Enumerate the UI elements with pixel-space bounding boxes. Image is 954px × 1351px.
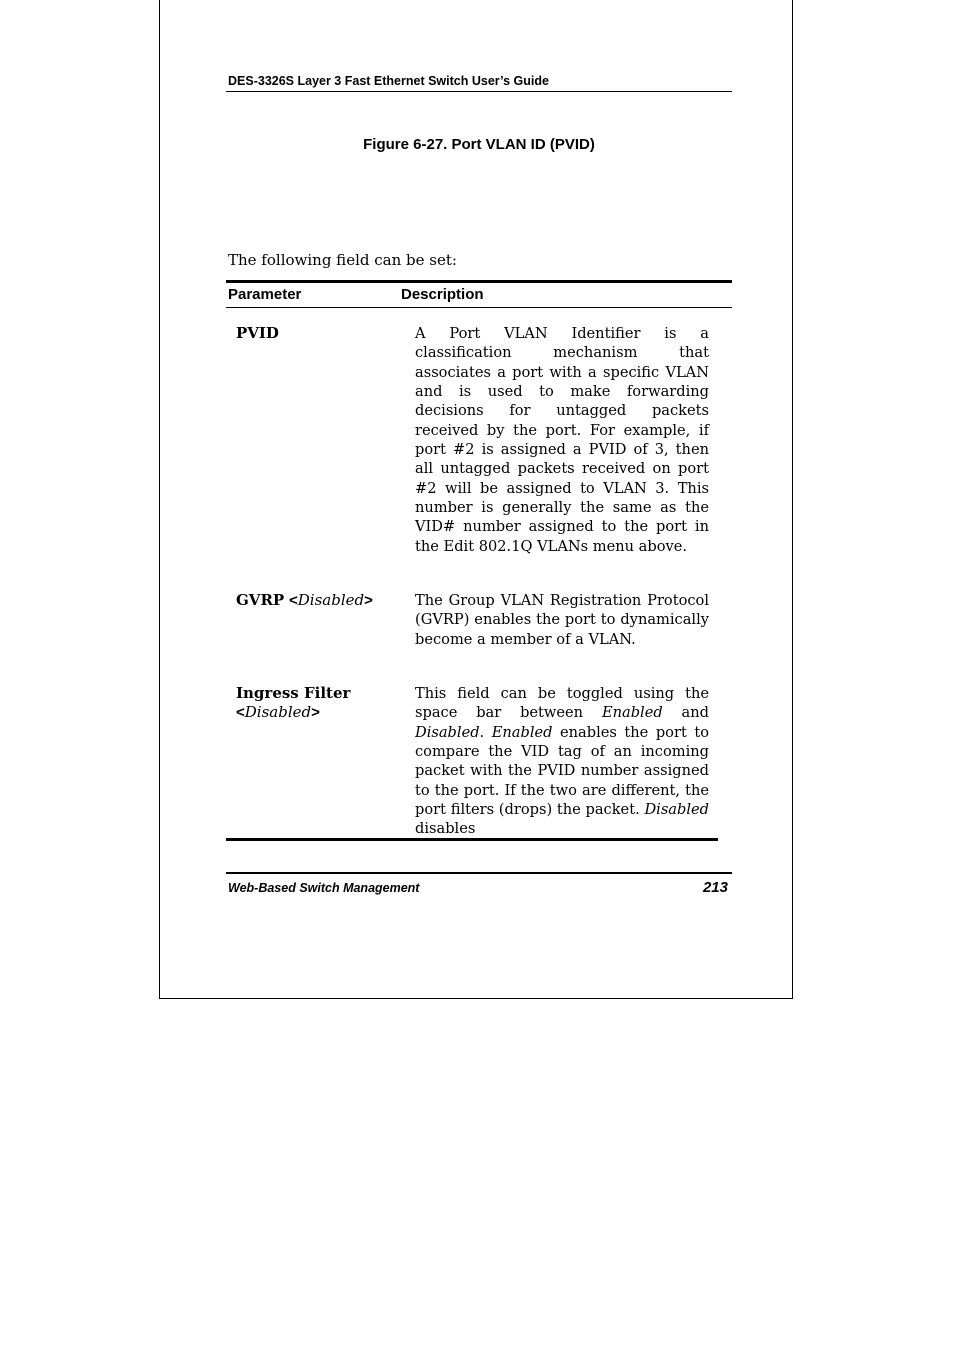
desc-text-part: This field can be toggled using the space bar between xyxy=(415,685,709,722)
param-pvid xyxy=(236,324,396,343)
param-name: GVRP xyxy=(236,591,285,609)
desc-text-part: enables the port to compare the VID tag of an incoming packet with the PVID number assigned to the port. If the two are different, the port filters (drops) the packet. xyxy=(415,723,709,819)
figure-caption: Figure 6-27. Port VLAN ID (PVID) xyxy=(363,136,595,153)
param-name: PVID xyxy=(236,324,279,342)
header-rule xyxy=(226,91,732,92)
desc-ingress-filter xyxy=(415,684,709,838)
desc-gvrp xyxy=(415,591,709,649)
footer-section-title: Web-Based Switch Management xyxy=(228,881,420,895)
param-open-bracket: < xyxy=(236,704,245,722)
table-bottom-rule xyxy=(226,838,718,841)
param-close-bracket: > xyxy=(311,704,320,722)
desc-text-part: and xyxy=(662,704,709,722)
param-name: Ingress Filter xyxy=(236,684,351,702)
column-header-parameter: Parameter xyxy=(228,286,302,303)
param-gvrp xyxy=(236,591,396,610)
desc-italic-disabled: Disabled xyxy=(415,723,480,741)
column-header-description: Description xyxy=(401,286,484,303)
running-header: DES-3326S Layer 3 Fast Ethernet Switch User’s Guide xyxy=(228,74,549,88)
desc-italic-enabled: Enabled xyxy=(601,704,663,722)
desc-text: The Group VLAN Registration Protocol (GVRP) enables the port to dynamically become a member of a VLAN. xyxy=(415,592,709,648)
table-header-rule xyxy=(226,307,732,308)
param-close-bracket: > xyxy=(364,592,373,609)
desc-text-part: . xyxy=(479,723,492,741)
footer-rule xyxy=(226,872,732,874)
desc-italic-enabled: Enabled xyxy=(491,723,553,741)
param-default: Disabled xyxy=(244,703,312,722)
param-default: Disabled xyxy=(297,591,365,609)
desc-text: A Port VLAN Identifier is a classification mechanism that associates a port with a specific VLAN and is used to make forwarding decisions for untagged packets received by the port. For example, if port #2 is assigned a PVID of 3, then all untagged packets received on port #2 will be assigned to VLAN 3. This number is generally the same as the VID# number assigned to the port in the Edit 802.1Q VLANs menu above. xyxy=(415,325,709,555)
desc-pvid xyxy=(415,324,709,556)
desc-text-part: disables xyxy=(415,820,476,838)
intro-text: The following field can be set: xyxy=(228,251,457,269)
param-ingress-filter xyxy=(236,684,396,723)
page-number: 213 xyxy=(702,879,728,896)
table-top-rule xyxy=(226,280,732,283)
desc-italic-disabled: Disabled xyxy=(644,801,709,819)
param-open-bracket: < xyxy=(288,592,298,609)
